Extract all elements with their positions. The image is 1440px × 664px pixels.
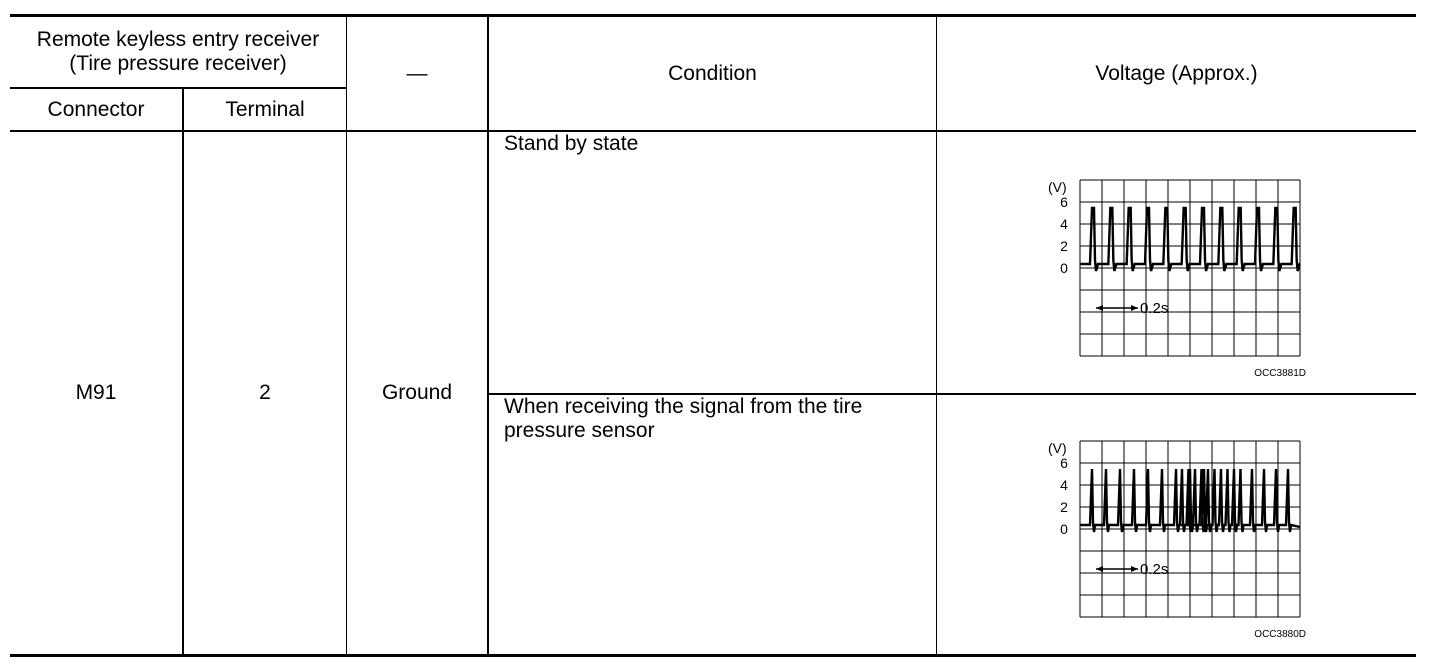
condition-receiving-line1: When receiving the signal from the tire [504,395,863,418]
header-receiver-line1: Remote keyless entry receiver [36,28,320,51]
condition-receiving-line2: pressure sensor [504,419,655,442]
figure-code: OCC3881D [1254,368,1306,379]
y-tick-label: 4 [1060,477,1068,493]
table-bottom-rule [10,654,1416,657]
oscilloscope-receiving-graphic [1040,435,1320,645]
y-tick-label: 0 [1060,521,1068,537]
header-receiver-line2: (Tire pressure receiver) [69,52,287,75]
time-scale-arrow-right [1131,566,1138,572]
y-tick-label: 2 [1060,238,1068,254]
header-condition: Condition [668,61,757,85]
y-tick-label: 0 [1060,260,1068,276]
oscilloscope-standby-graphic [1040,174,1320,384]
time-scale-label: 0.2s [1140,300,1169,317]
time-scale-arrow-right [1131,305,1138,311]
y-unit-label: (V) [1048,179,1067,195]
y-tick-label: 6 [1060,455,1068,471]
condition-standby-line1: Stand by state [504,132,639,155]
oscilloscope-standby [1040,174,1320,384]
connector-value: M91 [75,381,117,404]
figure-code: OCC3880D [1254,629,1306,640]
ground-value: Ground [381,381,453,404]
header-dash: — [406,61,428,85]
y-tick-label: 2 [1060,499,1068,515]
condition-standby [504,132,924,393]
terminal-value: 2 [259,381,271,404]
y-unit-label: (V) [1048,440,1067,456]
voltage-waveform [1080,469,1300,532]
header-voltage: Voltage (Approx.) [1095,61,1258,85]
condition-receiving [504,395,924,654]
y-tick-label: 6 [1060,194,1068,210]
y-tick-label: 4 [1060,216,1068,232]
header-terminal: Terminal [225,97,305,121]
header-connector: Connector [47,97,145,121]
time-scale-arrow-left [1096,566,1103,572]
time-scale-arrow-left [1096,305,1103,311]
header-receiver-group [10,18,346,86]
time-scale-label: 0.2s [1140,561,1169,578]
oscilloscope-receiving [1040,435,1320,645]
